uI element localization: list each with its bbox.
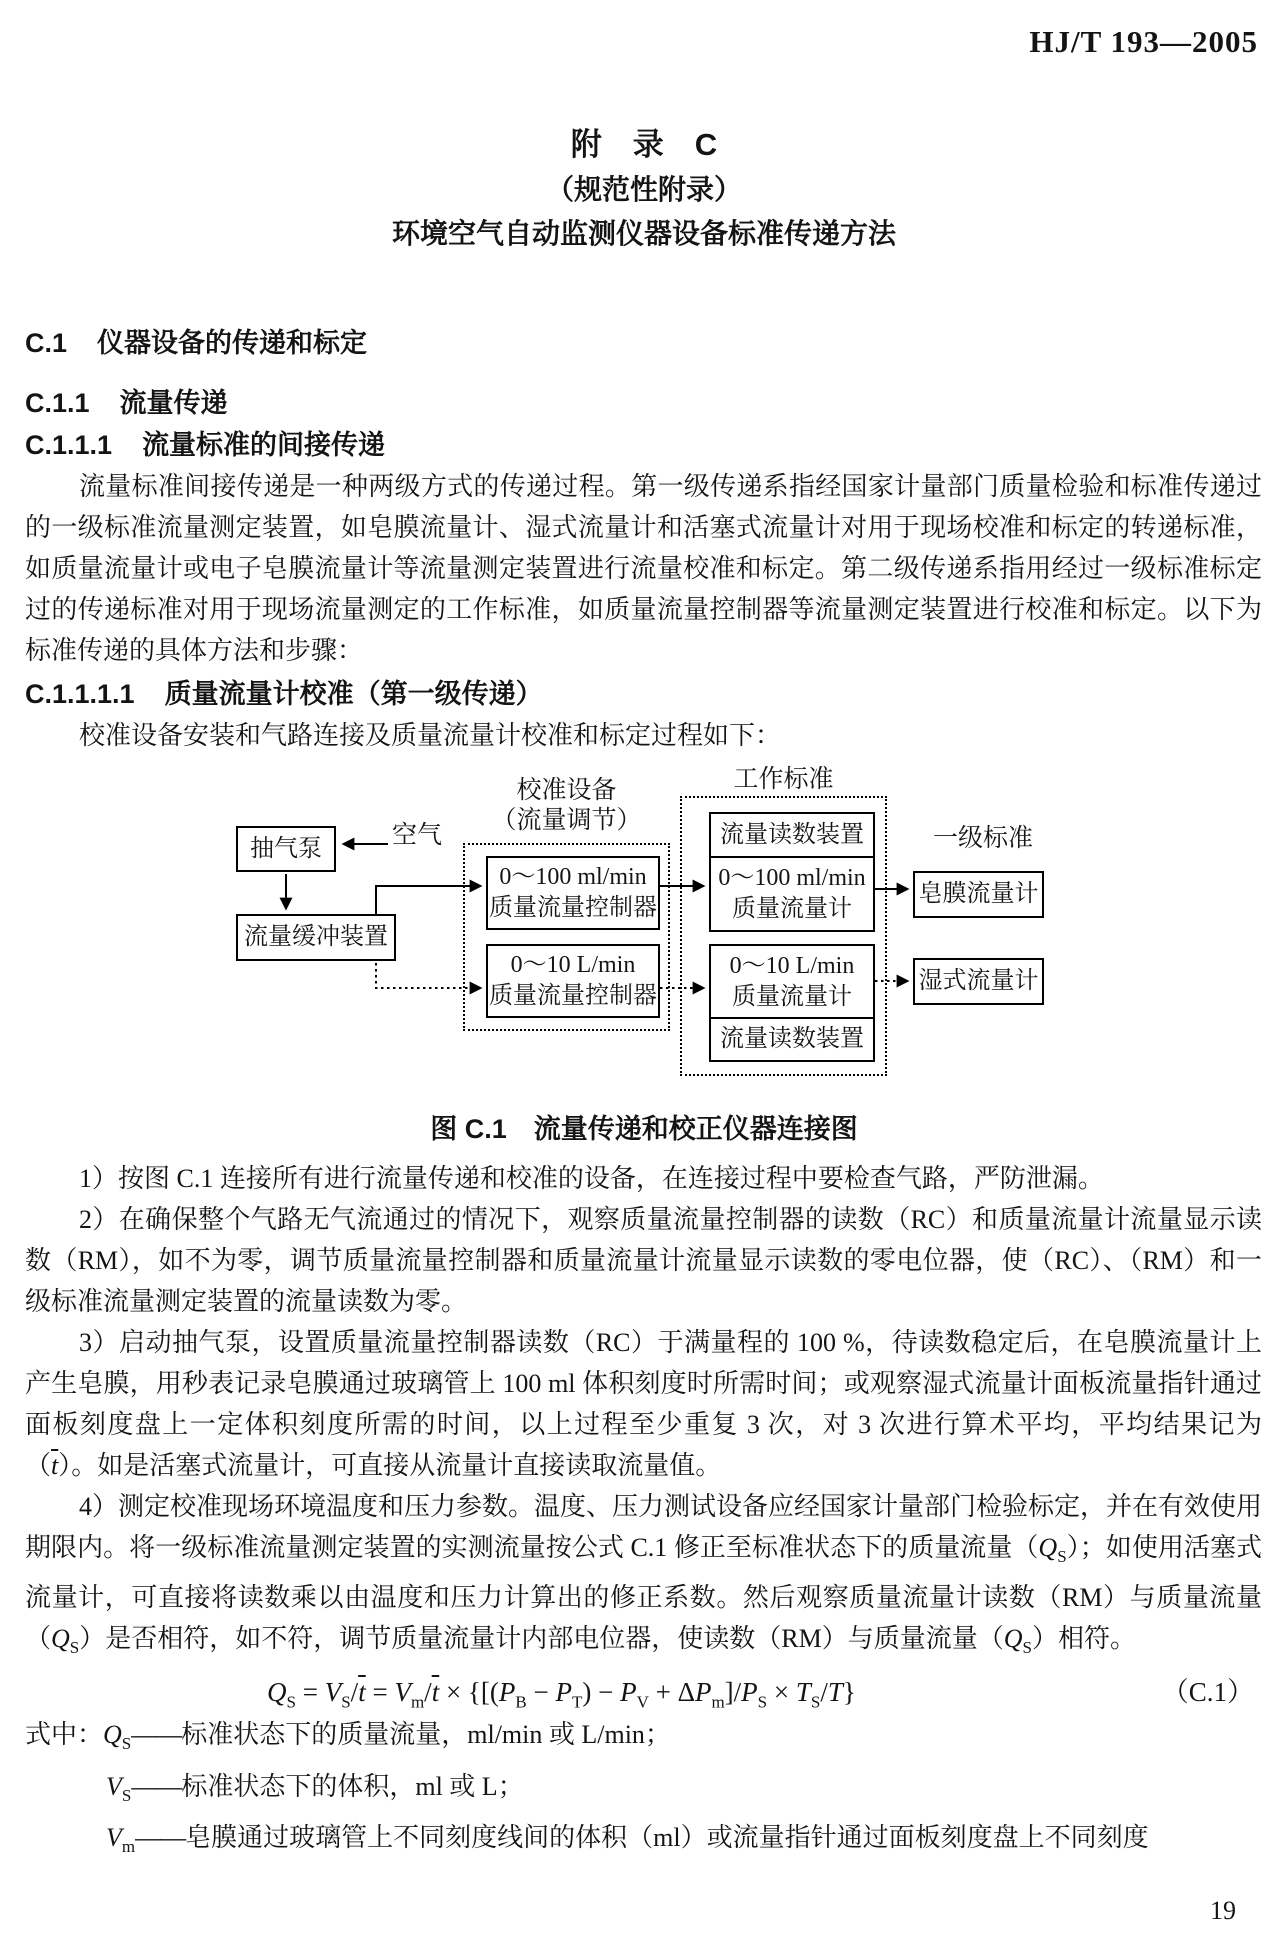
var-qs-2: Q	[51, 1624, 70, 1654]
figure-c1-caption: 图 C.1 流量传递和校正仪器连接图	[430, 1114, 858, 1144]
def-var-v: V	[106, 1771, 122, 1801]
mfm1-range: 0～100 ml/min	[718, 865, 866, 891]
def-dash-2: ——	[131, 1771, 182, 1801]
flow-reading-device-bottom-label: 流量读数装置	[720, 1026, 864, 1052]
formula-row	[25, 1670, 1258, 1714]
air-pump-box	[236, 826, 336, 872]
def-text-qs: 标准状态下的质量流量，ml/min 或 L/min；	[181, 1720, 671, 1750]
mfc2-range: 0～10 L/min	[510, 952, 636, 978]
mfm2-range: 0～10 L/min	[729, 952, 855, 979]
def-dash-1: ——	[131, 1720, 182, 1750]
heading-c1-number: C.1	[25, 328, 68, 358]
heading-c111-text: 流量标准的间接传递	[142, 430, 386, 460]
appendix-title: 附 录 C	[570, 127, 718, 162]
appendix-subtitle: （规范性附录）	[545, 174, 742, 205]
heading-c1111	[25, 673, 1262, 715]
mass-flow-meter-2-box	[709, 944, 875, 1019]
wet-meter-box	[913, 958, 1044, 1005]
mass-flow-meter-1-box	[709, 856, 875, 932]
step-1: 1）按图 C.1 连接所有进行流量传递和校准的设备，在连接过程中要检查气路，严防泄漏。	[79, 1164, 1104, 1193]
calibration-equipment-label-line2: （流量调节）	[491, 807, 642, 834]
flow-buffer-box	[236, 914, 396, 961]
var-qs-1-sub: S	[1057, 1547, 1067, 1567]
where-label: 式中：	[25, 1720, 104, 1750]
step-4-text-c: ）是否相符，如不符，调节质量流量计内部电位器，使读数（RM）与质量流量（	[79, 1624, 1004, 1654]
step-3-text-a: 3）启动抽气泵，设置质量流量控制器读数（RC）于满量程的 100 %，待读数稳定后，在皂膜流量计上产生皂膜，用秒表记录皂膜通过玻璃管上 100 ml 体积刻度时所需时间；或观察湿式流量计面板流量指针通过面板刻度盘上一定体积刻度所需的时间，以上过程至少重复 3 次，对 3 次进行算术平均，平均结果记为（	[25, 1328, 1262, 1480]
def-text-vs: 标准状态下的体积，ml 或 L；	[181, 1771, 524, 1801]
air-label: 空气	[392, 822, 443, 849]
definition-row-vm	[106, 1817, 1262, 1868]
air-pump-label: 抽气泵	[250, 835, 322, 862]
heading-c11-text: 流量传递	[119, 388, 228, 418]
var-t-bar: $\overline{t}$	[51, 1451, 59, 1480]
flow-reading-device-top-box	[709, 812, 875, 858]
procedure-steps	[0, 1158, 1288, 1668]
definition-row-qs	[25, 1714, 1262, 1765]
heading-c1	[25, 322, 1262, 364]
primary-standard-label: 一级标准	[932, 825, 1033, 852]
step-4-text-d: ）相符。	[1031, 1624, 1136, 1654]
mfm1-label: 质量流量计	[732, 896, 852, 922]
paragraph-intro: 流量标准间接传递是一种两级方式的传递过程。第一级传递系指经国家计量部门质量检验和标准传递过的一级标准流量测定装置，如皂膜流量计、湿式流量计和活塞式流量计对用于现场校准和标定的转递标准，如质量流量计或电子皂膜流量计等流量测定装置进行流量校准和标定。第二级传递系指用经过一级标准标定过的传递标准对用于现场流量测定的工作标准，如质量流量控制器等流量测定装置进行校准和标定。以下为标准传递的具体方法和步骤：	[25, 472, 1262, 665]
heading-c11-number: C.1.1	[25, 388, 90, 418]
var-qs-3: Q	[1003, 1624, 1023, 1654]
heading-c1-text: 仪器设备的传递和标定	[97, 328, 368, 358]
heading-c11	[25, 382, 1262, 424]
var-qs-2-sub: S	[69, 1638, 80, 1658]
page-number: 19	[1210, 1896, 1236, 1925]
heading-c1111-text: 质量流量计校准（第一级传递）	[164, 679, 543, 709]
var-qs-3-sub: S	[1022, 1638, 1032, 1658]
calibration-equipment-label-line1: 校准设备	[516, 777, 617, 804]
doc-number: HJ/T 193—2005	[1029, 24, 1258, 59]
def-dash-3: ——	[135, 1822, 186, 1852]
flow-reading-device-top-label: 流量读数装置	[720, 821, 864, 848]
wet-meter-label: 湿式流量计	[918, 968, 1039, 994]
heading-c1111-number: C.1.1.1.1	[25, 679, 135, 709]
def-var-v-sub: S	[121, 1785, 132, 1805]
step-3-text-b: ）。如是活塞式流量计，可直接从流量计直接读取流量值。	[58, 1451, 722, 1480]
mfc1-range: 0～100 ml/min	[499, 864, 647, 890]
formula-number: （C.1）	[1161, 1677, 1254, 1708]
soap-film-meter-box	[913, 871, 1044, 918]
def-text-vm: 皂膜通过玻璃管上不同刻度线间的体积（ml）或流量指针通过面板刻度盘上不同刻度	[185, 1822, 1149, 1852]
def-var-vm: V	[106, 1822, 122, 1852]
mass-flow-controller-1-box	[486, 856, 660, 930]
step-2: 2）在确保整个气路无气流通过的情况下，观察质量流量控制器的读数（RC）和质量流量计流量显示读数（RM），如不为零，调节质量流量控制器和质量流量计流量显示读数的零电位器，使（RC）、（RM）和一级标准流量测定装置的流量读数为零。	[25, 1205, 1262, 1316]
mfm2-label: 质量流量计	[732, 983, 852, 1010]
flow-reading-device-bottom-box	[709, 1017, 875, 1062]
var-qs-1: Q	[1038, 1533, 1058, 1562]
def-var-vm-sub: m	[121, 1836, 136, 1856]
mass-flow-controller-2-box	[486, 944, 660, 1018]
flow-buffer-label: 流量缓冲装置	[244, 924, 388, 950]
appendix-name: 环境空气自动监测仪器设备标准传递方法	[391, 218, 896, 249]
mfc2-label: 质量流量控制器	[489, 983, 657, 1009]
step-4	[25, 1486, 1262, 1668]
working-standard-label: 工作标准	[733, 766, 834, 793]
paragraph-setup: 校准设备安装和气路连接及质量流量计校准和标定过程如下：	[79, 721, 782, 750]
mfc1-label: 质量流量控制器	[489, 895, 657, 921]
figure-c1-diagram	[170, 764, 1280, 1096]
soap-film-meter-label: 皂膜流量计	[918, 881, 1039, 907]
step-4-text-b: ）；如使用活塞式流量计，可直接将读数乘以由温度和压力计算出的修正系数。然后观察质量流量计读数（RM）与质量流量（	[25, 1533, 1262, 1654]
def-var-q-sub: S	[121, 1734, 132, 1754]
step-3	[25, 1322, 1262, 1486]
def-var-q: Q	[103, 1720, 122, 1750]
heading-c111	[25, 424, 1262, 466]
heading-c111-number: C.1.1.1	[25, 430, 113, 460]
formula-c1: $Q_S = V_S/\overline{t} = V_m/\overline{t} \times \{[(P_B - P_T) - P_V + \Delta P_m]/P_S \times T_S/T\}$	[267, 1677, 856, 1712]
definition-row-vs	[106, 1766, 1262, 1817]
step-4-text-a: 4）测定校准现场环境温度和压力参数。温度、压力测试设备应经国家计量部门检验标定，并在有效使用期限内。将一级标准流量测定装置的实测流量按公式 C.1 修正至标准状态下的质量流量（	[25, 1492, 1263, 1562]
